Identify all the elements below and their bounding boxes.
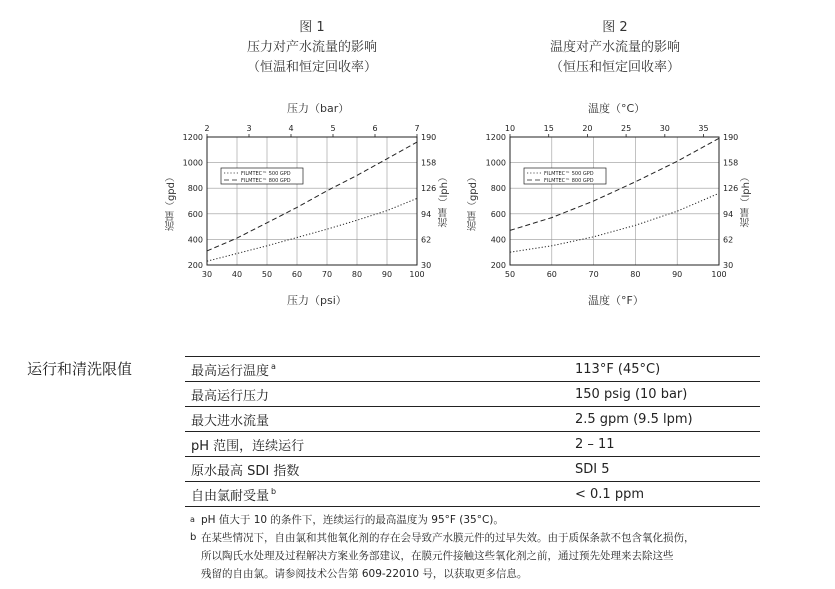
limits-row: [185, 482, 760, 507]
y-tick-label: 1200: [485, 133, 506, 142]
right-axis-label: 流量（lph）: [439, 172, 450, 228]
y-tick-label: 1000: [182, 158, 203, 168]
limit-parameter: pH 范围，连续运行: [185, 432, 559, 457]
y-tick-label: 1000: [485, 158, 506, 168]
limit-value: 150 psig (10 bar): [559, 382, 760, 407]
y-tick-label: 800: [490, 184, 506, 194]
x2-tick-label: 5: [330, 124, 336, 133]
limit-value: SDI 5: [559, 457, 760, 482]
y-tick-label: 600: [490, 209, 506, 219]
x2-tick-label: 10: [504, 124, 516, 133]
x2-tick-label: 2: [204, 124, 210, 133]
limit-parameter: 自由氯耐受量 $^b$: [185, 482, 559, 507]
top-axis-label: 温度（°C）: [588, 102, 646, 115]
footnote-ref: b: [271, 487, 277, 497]
limit-parameter: 最高运行温度 $^a$: [185, 357, 559, 382]
x-tick-label: 80: [630, 270, 641, 279]
limits-row: [185, 382, 760, 407]
y2-tick-label: 126: [421, 184, 437, 194]
bottom-axis-label: 压力（psi）: [287, 294, 347, 307]
footnote-text: [201, 529, 695, 583]
footnote-mark: b: [190, 532, 197, 543]
y2-tick-label: 158: [421, 158, 437, 168]
limit-parameter: 原水最高 SDI 指数: [185, 457, 559, 482]
limit-parameter: 最高运行压力: [185, 382, 559, 407]
y2-tick-label: 158: [723, 158, 739, 168]
left-axis-label: 流量（gpd）: [468, 172, 479, 232]
chart-subtitle: （恒压和恒定回收率）: [549, 60, 680, 75]
y2-tick-label: 30: [421, 261, 432, 270]
bottom-axis-label: 温度（°F）: [588, 294, 644, 307]
top-axis-label: 压力（bar）: [287, 102, 350, 115]
footnote-ref: a: [271, 362, 276, 372]
x2-tick-label: 25: [621, 124, 632, 133]
footnote: [190, 529, 780, 583]
left-axis-label: 流量（gpd）: [166, 172, 177, 232]
limit-value: < 0.1 ppm: [559, 482, 760, 507]
x2-tick-label: 35: [698, 124, 709, 133]
x-tick-label: 90: [381, 270, 393, 279]
legend-label: FILMTEC™ 800 GPD: [241, 178, 291, 184]
x-tick-label: 90: [672, 270, 683, 279]
chart-subtitle: （恒温和恒定回收率）: [246, 60, 377, 75]
limits-row: [185, 457, 760, 482]
footnotes: [190, 511, 780, 583]
footnote-line: 在某些情况下，自由氯和其他氧化剂的存在会导致产水膜元件的过早失效。由于质保条款不包含氧化损伤，: [201, 532, 695, 544]
limits-row: [185, 407, 760, 432]
limits-table: [185, 356, 760, 507]
x2-tick-label: 15: [543, 124, 554, 133]
limits-row: [185, 432, 760, 457]
y2-tick-label: 94: [723, 209, 734, 219]
y-tick-label: 200: [187, 261, 203, 270]
y2-tick-label: 190: [723, 133, 739, 142]
x2-tick-label: 3: [246, 124, 252, 133]
x-tick-label: 70: [588, 270, 599, 279]
legend-label: FILMTEC™ 500 GPD: [544, 171, 594, 177]
y-tick-label: 800: [187, 184, 203, 194]
footnote-line: 所以陶氏水处理及过程解决方案业务部建议，在膜元件接触这些氧化剂之前，通过预先处理来去除这些: [201, 550, 674, 562]
limit-value: 2.5 gpm (9.5 lpm): [559, 407, 760, 432]
figure-label: 图 1: [299, 20, 325, 35]
x-tick-label: 60: [546, 270, 557, 279]
x-tick-label: 60: [291, 270, 303, 279]
chart-title: 压力对产水流量的影响: [246, 40, 377, 55]
limit-value: 113°F (45°C): [559, 357, 760, 382]
y-tick-label: 400: [490, 235, 506, 245]
x-tick-label: 30: [201, 270, 213, 279]
x-tick-label: 70: [321, 270, 333, 279]
y2-tick-label: 62: [723, 235, 734, 245]
section-label: 运行和清洗限值: [27, 360, 133, 378]
y-tick-label: 1200: [182, 133, 203, 142]
footnote: [190, 511, 780, 529]
x2-tick-label: 7: [414, 124, 420, 133]
y2-tick-label: 190: [421, 133, 437, 142]
x2-tick-label: 20: [582, 124, 593, 133]
x-tick-label: 50: [261, 270, 273, 279]
x-tick-label: 40: [231, 270, 243, 279]
series-line: [510, 193, 719, 252]
x-tick-label: 50: [504, 270, 516, 279]
figure-label: 图 2: [602, 20, 628, 35]
plot-frame: [510, 137, 719, 265]
y-tick-label: 200: [490, 261, 506, 270]
footnote-line: 残留的自由氯。请参阅技术公告第 609-22010 号，以获取更多信息。: [201, 568, 528, 580]
chart-title: 温度对产水流量的影响: [549, 40, 680, 55]
x2-tick-label: 30: [659, 124, 670, 133]
series-line: [510, 138, 719, 230]
footnote-line: pH 值大于 10 的条件下，连续运行的最高温度为 95°F (35°C)。: [201, 514, 504, 526]
limit-value: 2 – 11: [559, 432, 760, 457]
x2-tick-label: 6: [372, 124, 378, 133]
legend-label: FILMTEC™ 800 GPD: [544, 178, 594, 184]
right-axis-label: 流量（lph）: [741, 172, 752, 228]
x-tick-label: 80: [351, 270, 363, 279]
y2-tick-label: 62: [421, 235, 432, 245]
y2-tick-label: 94: [421, 209, 432, 219]
y-tick-label: 600: [187, 209, 203, 219]
legend-label: FILMTEC™ 500 GPD: [241, 171, 291, 177]
x-tick-label: 100: [409, 270, 425, 279]
limits-row: [185, 357, 760, 382]
footnote-mark: a: [190, 515, 195, 524]
x2-tick-label: 4: [288, 124, 294, 133]
limit-parameter: 最大进水流量: [185, 407, 559, 432]
y2-tick-label: 30: [723, 261, 734, 270]
y-tick-label: 400: [187, 235, 203, 245]
x-tick-label: 100: [711, 270, 727, 279]
y2-tick-label: 126: [723, 184, 739, 194]
footnote-text: [201, 511, 504, 529]
